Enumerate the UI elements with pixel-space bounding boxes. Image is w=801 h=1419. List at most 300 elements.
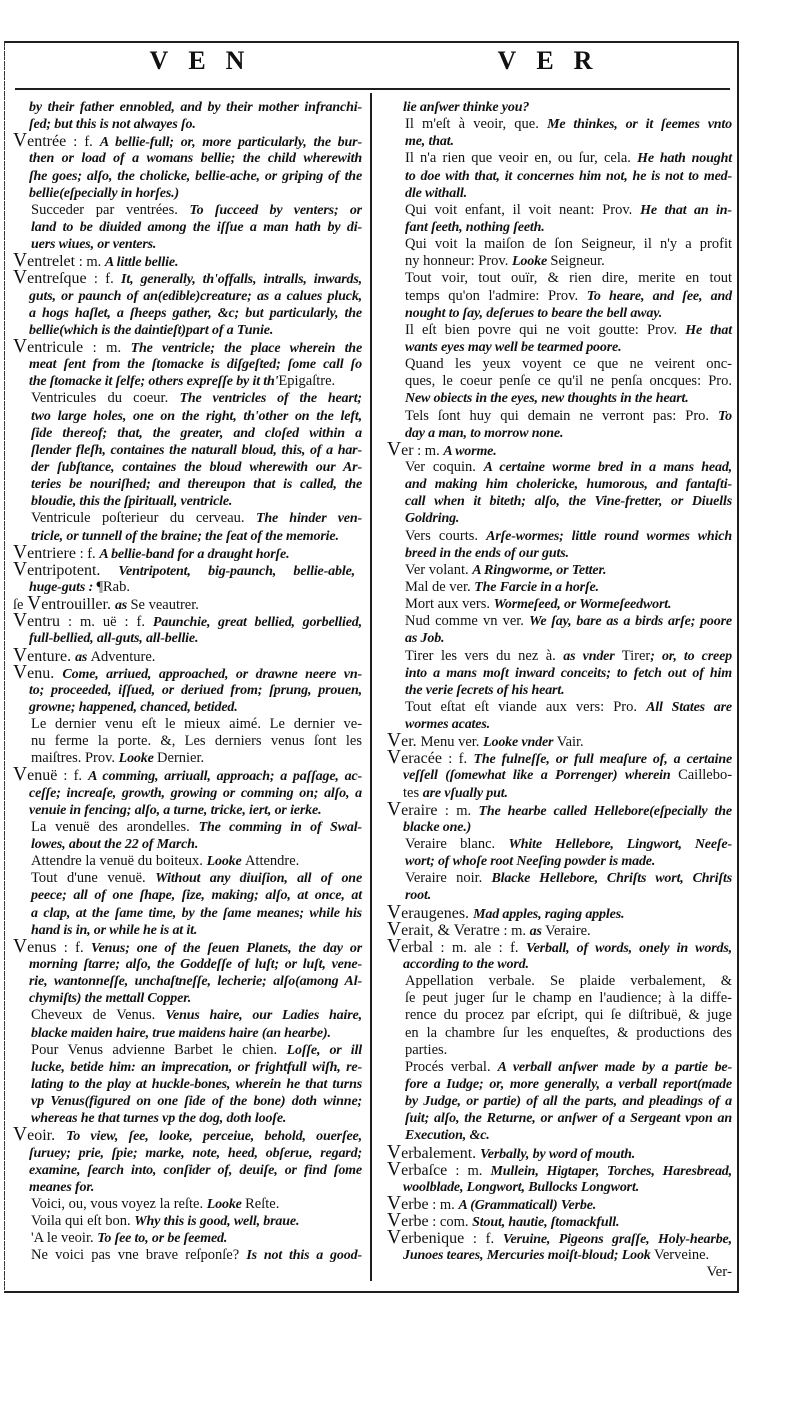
- dictionary-line: [13, 335, 363, 357]
- dictionary-entry: [387, 578, 732, 595]
- line-text: [405, 561, 606, 579]
- dictionary-entry: [13, 509, 362, 543]
- french-text: Adventure.: [90, 648, 156, 665]
- line-text: [31, 1109, 286, 1127]
- dictionary-entry: [13, 852, 362, 869]
- french-text: en la chambre ſur les enqueſtes, & productions des: [405, 1024, 732, 1041]
- dictionary-line: [387, 149, 732, 166]
- dictionary-line: [13, 287, 362, 304]
- english-gloss: vp Venus(figured on one ſide of the bone) doth winne;: [31, 1094, 363, 1110]
- dictionary-line: [387, 766, 732, 783]
- dictionary-entry: [387, 869, 732, 903]
- dictionary-entry: [387, 972, 732, 1058]
- line-text: [31, 407, 362, 425]
- english-gloss: ; or, to creep: [650, 648, 733, 664]
- dictionary-line: [387, 252, 732, 269]
- dictionary-line: [13, 835, 362, 852]
- dictionary-line: [387, 835, 732, 852]
- english-gloss: whereas he that turnes vp the dog, doth looſe.: [31, 1111, 287, 1127]
- dictionary-line: [13, 784, 362, 801]
- dictionary-line: [13, 558, 362, 580]
- line-text: [31, 441, 362, 459]
- frame-top-rule: [5, 41, 739, 43]
- initial-letter: V: [13, 661, 28, 683]
- headword: Verbenique: [387, 1227, 465, 1249]
- line-text: [31, 904, 362, 922]
- headword: Venture.: [13, 644, 76, 666]
- headword: Ventrée: [13, 130, 67, 152]
- line-text: [31, 475, 362, 493]
- line-text: [405, 389, 689, 407]
- english-gloss: fore a Iudge; or, more generally, a verball report(made: [405, 1077, 732, 1093]
- french-text: : f.: [75, 545, 100, 562]
- line-text: [405, 886, 431, 904]
- dictionary-line: [13, 904, 362, 921]
- dictionary-line: [387, 407, 732, 424]
- dictionary-entry: [13, 766, 362, 817]
- dictionary-line: [387, 798, 732, 820]
- dictionary-line: [387, 527, 732, 544]
- line-text: [405, 321, 732, 339]
- line-text: [405, 664, 732, 682]
- english-gloss: Stout, hautie, ſtomackfull.: [472, 1215, 620, 1231]
- line-text: [405, 1126, 490, 1144]
- dictionary-line: [387, 1075, 732, 1092]
- headword: Verbalement.: [387, 1141, 481, 1163]
- initial-letter: V: [387, 901, 402, 923]
- dictionary-line: [387, 1227, 732, 1249]
- line-text: [405, 475, 732, 493]
- headword: Veoir.: [13, 1124, 67, 1146]
- english-gloss: and making him cholericke, humorous, and fantaſti-: [405, 477, 732, 493]
- english-gloss: bellie(which is the daintieſt)part of a Tunie.: [29, 322, 274, 338]
- initial-letter: V: [387, 918, 402, 940]
- dictionary-line: [13, 235, 362, 252]
- dictionary-line: [13, 509, 362, 526]
- line-text: [29, 681, 362, 699]
- english-gloss: A worme.: [443, 443, 497, 459]
- header-underline-rule: [15, 88, 730, 90]
- line-text: [405, 492, 732, 510]
- dictionary-line: [387, 1024, 732, 1041]
- dictionary-line: [387, 1006, 732, 1023]
- english-gloss: rie, wantonneſſe, unchaſtneſſe, lecherie; alſo(among Al-: [29, 974, 362, 990]
- french-text: Attendre la venuë du boiteux.: [31, 853, 207, 870]
- dictionary-entry: [387, 321, 732, 355]
- dictionary-line: [13, 130, 362, 152]
- initial-letter: V: [13, 644, 28, 666]
- dictionary-line: [387, 475, 732, 492]
- french-text: : f.: [441, 751, 474, 768]
- dictionary-entry: [13, 1006, 362, 1040]
- english-gloss: to doe with that, it concernes him not, he is not to med-: [405, 168, 732, 184]
- line-text: [31, 527, 339, 545]
- french-text: Mort aux vers.: [405, 596, 494, 613]
- english-gloss: White Hellebore, Lingwort, Neeſe-: [508, 837, 733, 853]
- headword: Ventripotent.: [13, 558, 119, 580]
- dictionary-entry: [13, 869, 362, 938]
- english-gloss: according to the word.: [403, 957, 529, 973]
- english-gloss: peece; all of one ſhape, ſize, making; alſo, at once, at: [31, 888, 363, 904]
- english-gloss: A comming, arriuall, approach; a paſſage, ac-: [88, 769, 363, 785]
- dictionary-line: [387, 1109, 732, 1126]
- line-text: [29, 1144, 362, 1162]
- line-text: [29, 972, 362, 990]
- dictionary-line: [13, 250, 362, 272]
- line-text: [31, 1024, 331, 1042]
- dictionary-line: [387, 424, 732, 441]
- english-gloss: a hogs haſlet, a ſheeps gather, &c; but particularly, the: [29, 305, 362, 321]
- dictionary-line: [13, 149, 362, 166]
- dictionary-line: [387, 1178, 732, 1195]
- dictionary-line: [13, 1161, 362, 1178]
- dictionary-line: [13, 869, 362, 886]
- french-text: Appellation verbale. Se plaide verbalement, &: [405, 973, 733, 990]
- line-text: [29, 304, 362, 322]
- line-text: [403, 766, 732, 784]
- dictionary-line: [387, 115, 732, 132]
- french-text: Tels ſont huy qui demain ne verront pas: Pro.: [405, 407, 719, 424]
- dictionary-entry: [387, 1141, 732, 1163]
- dictionary-entry: [387, 698, 732, 732]
- french-text: Caillebo-: [678, 767, 733, 784]
- french-text: Pour Venus advienne Barbet le chien.: [31, 1041, 287, 1058]
- dictionary-line: [387, 235, 732, 252]
- line-text: [405, 201, 732, 219]
- french-text: Tout voir, tout ouïr, & rien dire, merite en tout: [405, 270, 733, 287]
- dictionary-entry: [387, 98, 732, 115]
- initial-letter: V: [387, 935, 402, 957]
- english-gloss: The ventricle; the place wherein the: [130, 340, 363, 356]
- french-text: Ver coquin.: [405, 458, 484, 475]
- french-text: parties.: [405, 1041, 448, 1058]
- dictionary-entry: [13, 1041, 362, 1127]
- french-text: Ventricule poſterieur du cerveau.: [31, 510, 257, 527]
- french-text: Il eſt bien povre qui ne voit goutte: Prov.: [405, 321, 686, 338]
- dictionary-line: [387, 389, 732, 406]
- english-gloss: veſſell (ſomewhat like a Porrenger) wherein: [403, 768, 679, 784]
- dictionary-line: [387, 1158, 732, 1180]
- initial-letter: V: [387, 1227, 402, 1249]
- french-text: nu ferme la porte. &, Les derniers venus ſont les: [31, 733, 362, 750]
- dictionary-entry: [387, 1195, 732, 1212]
- dictionary-line: [387, 167, 732, 184]
- french-text: Vers courts.: [405, 527, 487, 544]
- headword: Veracée: [387, 747, 442, 769]
- english-gloss: as: [75, 649, 91, 665]
- dictionary-line: [13, 1178, 362, 1195]
- english-gloss: meat ſent from the ſtomacke is diſgeſted; ſome call ſo: [29, 357, 363, 373]
- english-gloss: The hinder ven-: [256, 511, 362, 527]
- english-gloss: A little bellie.: [104, 255, 179, 271]
- line-text: [405, 338, 621, 356]
- dictionary-line: [13, 1058, 362, 1075]
- dictionary-entry: [387, 355, 732, 406]
- english-gloss: Without any diuiſion, all of one: [155, 871, 363, 887]
- running-head-right: VER: [497, 46, 613, 75]
- dictionary-line: [13, 541, 362, 563]
- initial-letter: V: [13, 250, 28, 272]
- english-gloss: Me thinkes, or it ſeemes vnto: [547, 117, 732, 133]
- initial-letter: V: [13, 267, 28, 289]
- english-gloss: Execution, &c.: [405, 1128, 490, 1144]
- french-text: Attendre.: [244, 853, 300, 870]
- english-gloss: wants eyes may well be tearmed poore.: [405, 339, 622, 355]
- dictionary-entry: [387, 1229, 732, 1263]
- line-text: [31, 424, 362, 442]
- dictionary-line: [13, 989, 362, 1006]
- initial-letter: V: [387, 1158, 402, 1180]
- dictionary-entry: [13, 132, 362, 201]
- line-text: [31, 458, 362, 476]
- dictionary-line: [387, 784, 732, 801]
- line-text: [29, 989, 191, 1007]
- english-gloss: blacke one.): [403, 819, 472, 835]
- english-gloss: ſlender fleſh, containes the naturall bloud, this, of a har-: [31, 442, 362, 458]
- line-text: [403, 1246, 709, 1264]
- english-gloss: wormes acates.: [405, 717, 491, 733]
- initial-letter: V: [13, 764, 28, 786]
- dictionary-entry: [387, 730, 732, 752]
- line-text: [405, 852, 655, 870]
- line-text: [31, 389, 362, 407]
- dictionary-line: [13, 407, 362, 424]
- initial-letter: V: [387, 730, 402, 752]
- english-gloss: Mullein, Higtaper, Torches, Haresbread,: [490, 1163, 732, 1179]
- english-gloss: He that: [685, 322, 732, 338]
- line-text: [405, 1024, 732, 1042]
- line-text: [405, 698, 732, 716]
- english-gloss: Looke: [118, 751, 158, 767]
- dictionary-line: [387, 544, 732, 561]
- dictionary-entry: [13, 1195, 362, 1212]
- french-text: Tirer les vers du nez à.: [405, 647, 564, 664]
- line-text: [403, 784, 508, 802]
- english-gloss: To: [718, 408, 732, 424]
- english-gloss: Venus haire, our Ladies haire,: [165, 1008, 362, 1024]
- dictionary-entry: [387, 798, 732, 835]
- dictionary-line: [387, 338, 732, 355]
- line-text: [29, 167, 362, 185]
- english-gloss: We ſay, bare as a birds arſe; poore: [529, 614, 732, 630]
- english-gloss: to; proceeded, iſſued, or deriued from; ſprung, prouen,: [29, 682, 362, 698]
- english-gloss: The ventricles of the heart;: [179, 391, 362, 407]
- dictionary-line: [13, 921, 362, 938]
- headword: Venus: [13, 935, 57, 957]
- dictionary-line: [387, 852, 732, 869]
- line-text: [31, 509, 362, 527]
- dictionary-line: [387, 98, 732, 115]
- line-text: [405, 115, 732, 133]
- french-text: Epigaſtre.: [278, 373, 336, 390]
- french-text: : m.: [413, 442, 444, 459]
- dictionary-entry: [13, 818, 362, 852]
- headword: Verait, & Veratre: [387, 918, 500, 940]
- french-text: Verveine.: [654, 1247, 710, 1264]
- dictionary-line: [387, 1246, 732, 1263]
- line-text: [31, 852, 299, 870]
- english-gloss: Is not this a good-: [246, 1248, 362, 1264]
- line-text: [405, 1006, 732, 1024]
- dictionary-line: [13, 818, 362, 835]
- dictionary-entry: [387, 595, 732, 612]
- dictionary-line: [13, 218, 362, 235]
- line-text: [31, 1006, 362, 1024]
- headword: Venuë: [13, 764, 58, 786]
- french-text: temps qu'on l'admire: Prov.: [405, 287, 587, 304]
- english-gloss: lie anſwer thinke you?: [403, 100, 530, 115]
- dictionary-line: [387, 1126, 732, 1143]
- line-text: [405, 372, 732, 390]
- dictionary-line: [387, 886, 732, 903]
- line-text: [403, 1178, 639, 1196]
- english-gloss: venuie in fencing; alſo, a turne, tricke, iert, or ierke.: [29, 802, 322, 818]
- french-text: ſe peut juger ſur le champ en l'audience; à la diffe-: [405, 990, 733, 1007]
- english-gloss: Veruine, Pigeons graſſe, Holy-hearbe,: [502, 1232, 732, 1248]
- english-gloss: Mad apples, raging apples.: [473, 906, 625, 922]
- dictionary-entry: [387, 1058, 732, 1144]
- line-text: [405, 407, 732, 425]
- line-text: [31, 201, 362, 219]
- dictionary-line: [13, 955, 362, 972]
- initial-letter: V: [13, 610, 28, 632]
- dictionary-line: [387, 438, 732, 460]
- english-gloss: chymiſts) the mettall Copper.: [29, 991, 192, 1007]
- line-text: [31, 1229, 227, 1247]
- english-gloss: lucke, betide him: an imprecation, or frightfull wiſh, re-: [31, 1059, 362, 1075]
- french-text: : m.: [75, 254, 105, 271]
- french-text: : m.: [428, 1197, 459, 1213]
- french-text: : f.: [86, 271, 122, 288]
- initial-letter: V: [13, 130, 28, 152]
- dictionary-entry: [13, 593, 362, 615]
- dictionary-line: [13, 1144, 362, 1161]
- line-text: [405, 972, 732, 990]
- english-gloss: To ſucceed by venters; or: [189, 202, 362, 218]
- french-text: Qui voit la maiſon de ſon Seigneur, il n'y a profit: [405, 236, 733, 253]
- french-text: : m.: [437, 802, 479, 819]
- english-gloss: the ſtomacke it ſelfe; others expreſſe by it th': [29, 374, 279, 390]
- french-text: Tout d'une venuë.: [31, 870, 156, 887]
- french-text: Cheveux de Venus.: [31, 1007, 166, 1024]
- french-text: Dernier.: [157, 750, 205, 767]
- dictionary-entry: [13, 1229, 362, 1246]
- line-text: [405, 629, 444, 647]
- dictionary-line: [13, 1229, 362, 1246]
- dictionary-line: [387, 818, 732, 835]
- french-text: maiſtres. Prov.: [31, 750, 119, 767]
- french-text: : f.: [464, 1231, 503, 1248]
- line-text: [31, 921, 197, 939]
- line-text: [31, 218, 362, 236]
- english-gloss: then or load of a womans bellie; the child wherewith: [29, 151, 362, 167]
- english-gloss: ſide thereof; that, the greater, and cloſed within a: [31, 425, 362, 441]
- dictionary-line: [387, 372, 732, 389]
- french-text: : m.: [447, 1162, 491, 1179]
- headword: Ventru: [13, 610, 60, 632]
- english-gloss: He that an in-: [640, 202, 732, 218]
- french-text: : f.: [56, 939, 91, 956]
- dictionary-entry: [387, 458, 732, 527]
- line-text: [405, 835, 732, 853]
- dictionary-line: [13, 698, 362, 715]
- dictionary-line: [387, 321, 732, 338]
- headword: Ventrouiller.: [27, 593, 115, 615]
- french-text: : f.: [66, 134, 100, 151]
- french-text: Nud comme vn ver.: [405, 613, 530, 630]
- dictionary-entry: [13, 644, 362, 666]
- line-text: [31, 869, 362, 887]
- dictionary-entry: [387, 269, 732, 320]
- dictionary-line: [13, 304, 362, 321]
- dictionary-line: [387, 218, 732, 235]
- line-text: [29, 321, 273, 339]
- dictionary-line: [13, 424, 362, 441]
- dictionary-line: [13, 492, 362, 509]
- french-text: Vair.: [556, 734, 584, 751]
- dictionary-line: [13, 372, 362, 389]
- english-gloss: as vnder: [563, 648, 622, 664]
- dictionary-line: [13, 578, 362, 595]
- line-text: [31, 1092, 362, 1110]
- dictionary-line: [13, 644, 362, 666]
- english-gloss: are vſually put.: [422, 785, 508, 801]
- frame-left-rule: [4, 41, 5, 1293]
- line-text: [405, 527, 732, 545]
- english-gloss: as: [114, 598, 131, 614]
- line-text: [29, 784, 362, 802]
- dictionary-line: [13, 98, 362, 115]
- french-text: Ver volant.: [405, 561, 473, 578]
- line-text: [29, 372, 335, 390]
- initial-letter: V: [387, 1210, 402, 1232]
- dictionary-line: [387, 492, 732, 509]
- line-text: [405, 184, 467, 202]
- initial-letter: V: [27, 593, 42, 615]
- english-gloss: as Job.: [405, 631, 445, 647]
- headword: Ver: [387, 438, 414, 460]
- line-text: [29, 578, 130, 596]
- english-gloss: Ventripotent, big-paunch, bellie-able,: [118, 563, 355, 579]
- dictionary-line: [13, 267, 362, 289]
- english-gloss: uers wiues, or venters.: [31, 237, 157, 253]
- line-text: [31, 749, 204, 767]
- line-text: [29, 801, 321, 819]
- french-text: Seigneur.: [550, 253, 605, 270]
- dictionary-line: [387, 561, 732, 578]
- english-gloss: bellie(eſpecially in horſes.): [29, 185, 179, 201]
- english-gloss: A bellie-band for a draught horſe.: [99, 546, 290, 562]
- line-text: [405, 595, 671, 613]
- line-text: [403, 818, 471, 836]
- dictionary-entry: [13, 612, 362, 646]
- line-text: [405, 544, 569, 562]
- french-text: Voici, ou, vous voyez la reſte.: [31, 1196, 207, 1212]
- dictionary-line: [387, 901, 732, 923]
- dictionary-entry: [387, 1158, 732, 1195]
- dictionary-entry: [387, 835, 732, 869]
- dictionary-line: [387, 918, 732, 940]
- line-text: [405, 647, 732, 665]
- french-text: ¶Rab.: [96, 578, 130, 595]
- dictionary-line: [387, 955, 732, 972]
- dictionary-line: [387, 269, 732, 286]
- dictionary-line: [387, 647, 732, 664]
- dictionary-entry: [13, 269, 362, 338]
- english-gloss: meanes for.: [29, 1179, 95, 1195]
- dictionary-entry: [387, 612, 732, 646]
- dictionary-line: [13, 527, 362, 544]
